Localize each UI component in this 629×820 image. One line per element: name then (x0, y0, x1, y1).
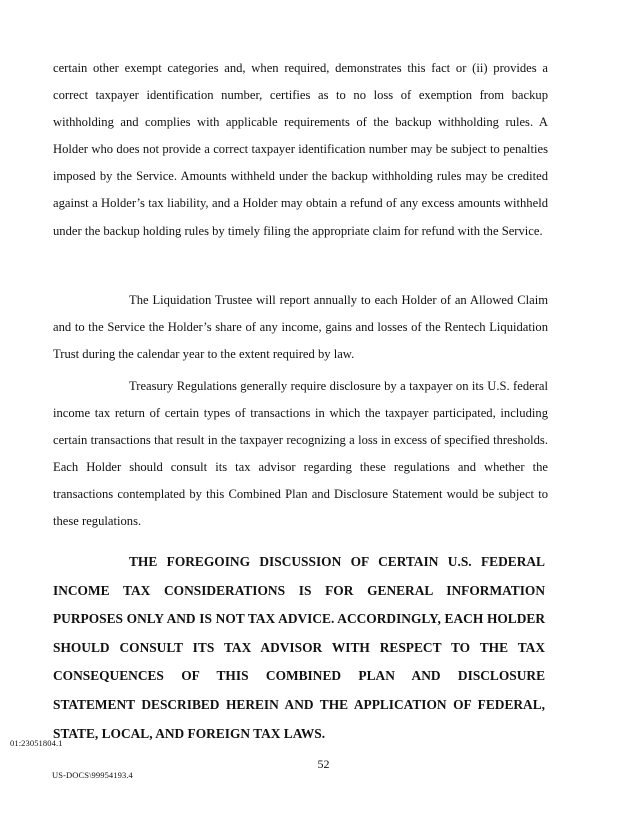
page-number: 52 (317, 757, 330, 771)
paragraph-liquidation-trustee-reporting: The Liquidation Trustee will report annually to each Holder of an Allowed Claim and to the Service the Holder’s share of any income, gains and losses of the Rentech Liquidation Trust during the calendar year to the extent required by law. (53, 293, 548, 362)
tax-advice-disclaimer: THE FOREGOING DISCUSSION OF CERTAIN U.S. FEDERAL INCOME TAX CONSIDERATIONS IS FOR GENERAL INFORMATION PURPOSES ONLY AND IS NOT TAX ADVICE. ACCORDINGLY, EACH HOLDER SHOULD CONSULT ITS TAX ADVISOR WITH RESPECT TO THE TAX CONSEQUENCES OF THIS COMBINED PLAN AND DISCLOSURE STATEMENT DESCRIBED HEREIN AND THE APPLICATION OF FEDERAL, STATE, LOCAL, AND FOREIGN TAX LAWS. (53, 554, 545, 741)
paragraph-treasury-regulations-disclosure: Treasury Regulations generally require disclosure by a taxpayer on its U.S. federal income tax return of certain types of transactions in which the taxpayer participated, including certain transactions that result in the taxpayer recognizing a loss in excess of specified thresholds. Each Holder should consult its tax advisor regarding these regulations and whether the transactions contemplated by this Combined Plan and Disclosure Statement would be subject to these regulations. (53, 379, 548, 529)
document-id-secondary: US-DOCS\99954193.4 (52, 770, 133, 780)
paragraph-backup-withholding: certain other exempt categories and, when required, demonstrates this fact or (ii) provides a correct taxpayer identification number, certifies as to no loss of exemption from backup withholding and complies with applicable requirements of the backup withholding rules. A Holder who does not provide a correct taxpayer identification number may be subject to penalties imposed by the Service. Amounts withheld under the backup withholding rules may be credited against a Holder’s tax liability, and a Holder may obtain a refund of any excess amounts withheld under the backup holding rules by timely filing the appropriate claim for refund with the Service. (53, 61, 548, 238)
document-id-primary: 01:23051804.1 (10, 738, 63, 748)
